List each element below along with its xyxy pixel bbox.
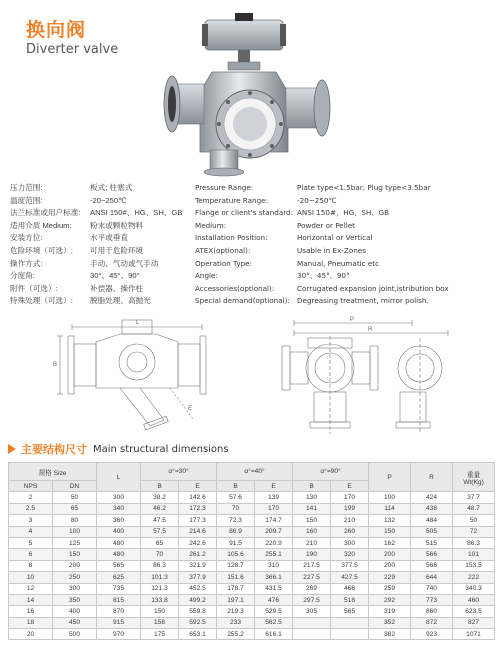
table-cell: 150 [369,526,411,537]
spec-label: 压力范围: [10,183,43,192]
spec-value: 水平或垂直 [90,233,128,243]
spec-value: Usable in Ex-Zones [297,245,366,255]
table-cell: 14 [9,594,53,605]
table-cell: 242.6 [179,537,217,548]
table-cell: 121.3 [141,583,179,594]
header-r: R [411,463,453,492]
table-cell: 178.7 [217,583,255,594]
table-cell: 177.3 [179,515,217,526]
table-cell: 150 [141,606,179,617]
table-cell: 400 [97,526,141,537]
table-cell: 10 [9,572,53,583]
table-cell: 57.5 [141,526,179,537]
table-cell: 5 [9,537,53,548]
table-cell: 480 [97,537,141,548]
table-row [9,594,495,605]
table-cell: 4 [9,526,53,537]
table-cell: 200 [369,549,411,560]
dim-label-b: B [53,362,58,368]
table-cell: 101.3 [141,572,179,583]
table-cell: 170 [331,492,369,503]
table-cell: 559.8 [179,606,217,617]
spec-value: 板式; 柱塞式 [90,183,133,192]
header-l: L [97,463,141,492]
table-cell [293,617,331,628]
table-cell: 616.1 [255,629,293,640]
table-cell: 80 [53,515,97,526]
table-cell: 915 [97,617,141,628]
page-subtitle: Diverter valve [26,42,119,57]
spec-label: 法兰标准或用户标准: [10,208,81,218]
spec-value: 粉末或颗粒物料 [90,220,144,230]
table-cell: 101 [453,549,495,560]
table-cell: 46.2 [141,503,179,514]
table-cell: 153.5 [453,560,495,571]
table-cell: 72.3 [217,515,255,526]
table-cell: 6 [9,549,53,560]
table-cell: 141 [293,503,331,514]
header-alpha-40: α°=40° [217,463,293,481]
header-alpha-90: α°=90° [293,463,369,481]
table-cell: 214.6 [179,526,217,537]
table-cell: 773 [411,594,453,605]
spec-label: 附件（可选）: [10,283,58,293]
table-cell: 2 [9,492,53,503]
table-cell: 170 [255,503,293,514]
spec-value: 补偿器、操作柱 [90,283,144,293]
spec-value: Horizontal or Vertical [297,233,373,243]
table-cell: 431.5 [255,583,293,594]
table-cell: 20 [9,629,53,640]
section-title-cn: 主要结构尺寸 [21,444,87,456]
table-cell: 300 [331,537,369,548]
spec-value: 可用于危险环境 [90,245,144,255]
table-cell: 625 [97,572,141,583]
table-cell: 200 [53,560,97,571]
spec-value: Manual, Pneumatic etc [297,258,380,268]
table-cell: 340 [97,503,141,514]
spec-value: ANSI 150#、HG、SH、GB [90,208,183,218]
table-cell: 150 [293,515,331,526]
table-cell: 970 [97,629,141,640]
table-cell: 653.1 [179,629,217,640]
table-cell: 210 [293,537,331,548]
table-cell: 292 [369,594,411,605]
spec-label: 分度角: [10,271,35,281]
spec-label: Pressure Range: [195,183,254,192]
table-cell: 16 [9,606,53,617]
table-cell: 70 [141,549,179,560]
table-cell: 529.5 [255,606,293,617]
table-cell: 220.9 [255,537,293,548]
table-row [9,537,495,548]
header-b: B [141,481,179,492]
table-row [9,583,495,594]
spec-value: 30°、45°、90° [90,271,140,281]
table-row [9,515,495,526]
dim-label-l: L [136,320,140,326]
table-row [9,629,495,640]
table-cell: 566 [411,549,453,560]
header-p: P [369,463,411,492]
spec-label: ATEX(optional): [195,245,251,255]
technical-drawings [53,316,460,438]
table-cell: 174.7 [255,515,293,526]
header-b: B [217,481,255,492]
table-cell: 505 [411,526,453,537]
table-cell: 515 [411,537,453,548]
table-cell: 460 [453,594,495,605]
header-alpha-30: α°=30° [141,463,217,481]
table-cell: 518 [331,594,369,605]
spec-label: Operation Type: [195,258,252,268]
table-cell: 259 [369,583,411,594]
table-row [9,503,495,514]
table-cell: 644 [411,572,453,583]
spec-label: Special demand(optional): [195,296,290,306]
spec-value: Degreasing treatment, mirror polish. [297,296,429,306]
table-cell: 151.6 [217,572,255,583]
table-cell: 125 [53,537,97,548]
table-cell: 424 [411,492,453,503]
table-cell: 366.1 [255,572,293,583]
table-cell: 197.1 [217,594,255,605]
table-cell [293,629,331,640]
table-cell: 360 [97,515,141,526]
table-cell: 500 [53,629,97,640]
table-cell: 65 [53,503,97,514]
table-cell: 427.5 [331,572,369,583]
table-cell: 566 [411,560,453,571]
table-cell: 139 [255,492,293,503]
table-cell: 860 [411,606,453,617]
table-cell: 175 [141,629,179,640]
spec-labels-en [195,182,293,308]
table-cell: 150 [53,549,97,560]
table-cell: 229 [369,572,411,583]
table-cell: 350 [53,594,97,605]
table-cell: 190 [293,549,331,560]
table-cell: 320 [331,549,369,560]
table-cell: 105.6 [217,549,255,560]
table-cell: 86.9 [217,526,255,537]
table-cell: 340.3 [453,583,495,594]
table-cell: 50 [53,492,97,503]
table-cell: 319 [369,606,411,617]
header-weight [453,463,495,492]
header-size: 规格 Size [9,463,97,481]
table-cell: 100 [369,492,411,503]
table-cell: 160 [293,526,331,537]
table-cell: 260 [331,526,369,537]
header-nps: NPS [9,481,53,492]
table-cell: 255.2 [217,629,255,640]
table-cell: 128.7 [217,560,255,571]
spec-value: 手动、气动或气手动 [90,258,159,268]
spec-label: 适用介质 Medium: [10,220,72,230]
table-row [9,606,495,617]
table-cell: 132 [369,515,411,526]
table-cell: 65 [141,537,179,548]
front-view-drawing [282,320,448,434]
table-cell: 438 [411,503,453,514]
table-cell: 199 [331,503,369,514]
table-cell: 305 [293,606,331,617]
table-cell: 38.2 [141,492,179,503]
header-e: E [179,481,217,492]
diverter-valve-photo [150,12,350,177]
table-cell: 255.1 [255,549,293,560]
dim-label-e: E [188,406,193,412]
table-cell: 735 [97,583,141,594]
spec-labels-cn [10,182,80,308]
table-cell: 8 [9,560,53,571]
table-row [9,549,495,560]
table-row [9,617,495,628]
table-cell: 210 [331,515,369,526]
table-cell: 142.6 [179,492,217,503]
table-cell: 1071 [453,629,495,640]
table-cell: 86.3 [141,560,179,571]
table-cell: 562.5 [255,617,293,628]
table-cell: 233 [217,617,255,628]
spec-value: 30°、45°、90° [297,271,350,281]
table-cell: 499.2 [179,594,217,605]
table-cell: 565 [97,560,141,571]
header-b: B [293,481,331,492]
table-cell: 133.8 [141,594,179,605]
table-cell: 100 [53,526,97,537]
table-cell: 740 [411,583,453,594]
spec-label: 危险环境（可选）: [10,245,73,255]
dim-label-p: P [350,317,355,323]
spec-value: Powder or Pellet [297,220,355,230]
table-cell: 261.2 [179,549,217,560]
table-cell: 219.3 [217,606,255,617]
header-weight-unit: Wt(Kg) [463,478,484,486]
table-cell: 86.3 [453,537,495,548]
dimensions-table [8,462,495,640]
table-cell: 300 [97,492,141,503]
spec-label: 安装方位: [10,233,43,243]
dimensions-table-body [9,492,495,640]
table-cell: 217.5 [293,560,331,571]
table-cell: 114 [369,503,411,514]
triangle-icon [8,444,16,454]
table-row [9,560,495,571]
table-cell [331,617,369,628]
table-cell: 2.5 [9,503,53,514]
table-cell: 480 [97,549,141,560]
table-cell: 565 [331,606,369,617]
table-cell: 815 [97,594,141,605]
table-cell: 3 [9,515,53,526]
table-cell: 91.5 [217,537,255,548]
table-cell: 12 [9,583,53,594]
table-cell: 623.5 [453,606,495,617]
spec-label: Angle: [195,271,218,281]
spec-label: Medium: [195,220,227,230]
header-e: E [331,481,369,492]
side-view-drawing [57,320,206,430]
table-cell: 70 [217,503,255,514]
spec-label: 操作方式: [10,258,43,268]
table-cell: 310 [255,560,293,571]
table-cell: 377.5 [331,560,369,571]
table-cell: 222 [453,572,495,583]
spec-values-cn [90,182,182,308]
spec-values-en [297,182,449,308]
table-cell: 72 [453,526,495,537]
table-cell: 47.5 [141,515,179,526]
spec-label: Accessories(optional): [195,283,275,293]
spec-label: Installation Position: [195,233,268,243]
table-cell: 48.7 [453,503,495,514]
table-cell [331,629,369,640]
table-cell: 57.6 [217,492,255,503]
table-cell: 250 [53,572,97,583]
spec-value: Corrugated expansion joint,istribution box [297,283,449,293]
table-cell: 450 [53,617,97,628]
dim-label-r: R [368,327,373,333]
table-cell: 158 [141,617,179,628]
table-row [9,572,495,583]
table-cell: 476 [255,594,293,605]
table-cell: 300 [53,583,97,594]
table-cell: 172.3 [179,503,217,514]
table-cell: 297.5 [293,594,331,605]
header-e: E [255,481,293,492]
spec-label: Flange or client's standard: [195,208,294,218]
table-cell: 321.9 [179,560,217,571]
section-title-en: Main structural dimensions [93,443,229,455]
table-cell: 162 [369,537,411,548]
spec-value: ANSI 150#、HG、SH、GB [297,208,390,218]
table-cell: 466 [331,583,369,594]
header-weight-label: 重量 [466,471,481,479]
table-cell: 200 [369,560,411,571]
table-cell: 484 [411,515,453,526]
spec-label: 温度范围: [10,195,43,205]
table-cell: 352 [369,617,411,628]
table-cell: 130 [293,492,331,503]
table-cell: 37.7 [453,492,495,503]
table-cell: 227.5 [293,572,331,583]
table-cell: 50 [453,515,495,526]
table-cell: 18 [9,617,53,628]
section-header [8,441,229,457]
spec-label: Temperature Range: [195,195,269,205]
table-cell: 452.5 [179,583,217,594]
spec-value: -20~250℃ [90,195,127,205]
spec-value: -20~250℃ [297,195,337,205]
table-cell: 377.9 [179,572,217,583]
table-row [9,492,495,503]
table-cell: 269 [293,583,331,594]
table-cell: 827 [453,617,495,628]
table-cell: 209.7 [255,526,293,537]
header-dn: DN [53,481,97,492]
spec-value: 脱脂处理、高抛光 [90,296,151,306]
table-cell: 400 [53,606,97,617]
spec-label: 特殊处理（可选）: [10,296,73,306]
spec-value: Plate type<1.5bar; Plug type<3.5bar [297,183,431,192]
page-title: 换向阀 [26,20,87,41]
table-row [9,526,495,537]
table-cell: 870 [97,606,141,617]
table-cell: 923 [411,629,453,640]
table-cell: 872 [411,617,453,628]
table-cell: 592.5 [179,617,217,628]
table-cell: 382 [369,629,411,640]
